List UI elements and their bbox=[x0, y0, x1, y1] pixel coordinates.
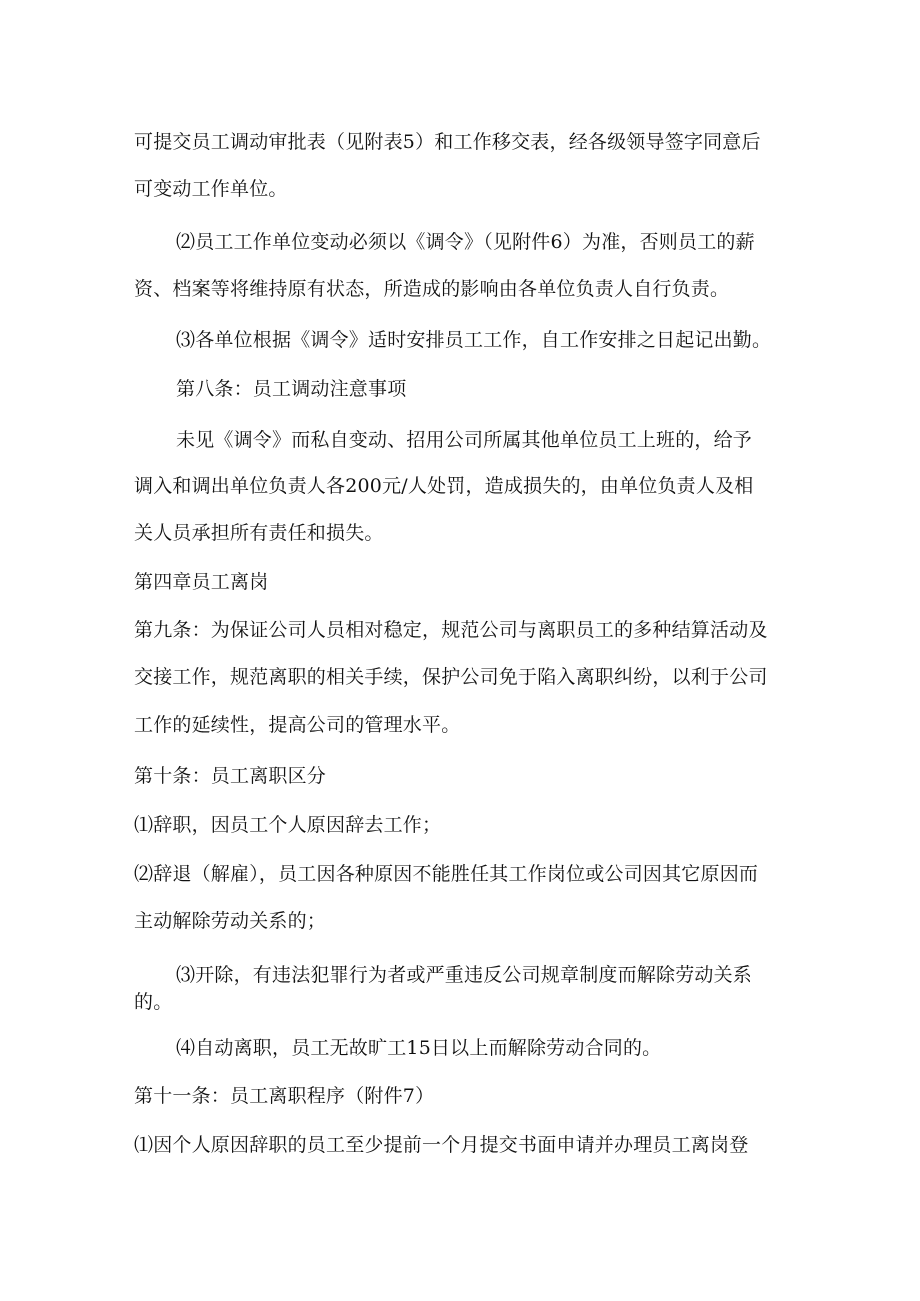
text-line: 可变动工作单位。 bbox=[134, 178, 288, 200]
list-item: ⑴辞职，因员工个人原因辞去工作； bbox=[134, 814, 442, 836]
text-line: 关人员承担所有责任和损失。 bbox=[134, 522, 384, 544]
text-line: 交接工作，规范离职的相关手续，保护公司免于陷入离职纠纷，以利于公司 bbox=[134, 666, 768, 688]
list-item: ⑶开除，有违法犯罪行为者或严重违反公司规章制度而解除劳动关系 bbox=[176, 964, 753, 986]
text-line: 主动解除劳动关系的； bbox=[134, 910, 327, 932]
list-item: ⑷自动离职，员工无故旷工15日以上而解除劳动合同的。 bbox=[176, 1037, 662, 1059]
text-line: 的。 bbox=[134, 991, 173, 1013]
list-item: ⑴因个人原因辞职的员工至少提前一个月提交书面申请并办理员工离岗登 bbox=[134, 1134, 749, 1156]
article-heading: 第八条：员工调动注意事项 bbox=[176, 378, 407, 400]
text-line: 未见《调令》而私自变动、招用公司所属其他单位员工上班的，给予 bbox=[176, 429, 753, 451]
text-line: 可提交员工调动审批表（见附表5）和工作移交表，经各级领导签字同意后 bbox=[134, 131, 761, 153]
chapter-heading: 第四章员工离岗 bbox=[134, 571, 269, 593]
text-line: ⑵员工工作单位变动必须以《调令》（见附件6）为准，否则员工的薪 bbox=[176, 231, 755, 253]
text-line: 调入和调出单位负责人各200元/人处罚，造成损失的，由单位负责人及相 bbox=[134, 475, 754, 497]
text-line: 工作的延续性，提高公司的管理水平。 bbox=[134, 714, 461, 736]
list-item: ⑵辞退（解雇），员工因各种原因不能胜任其工作岗位或公司因其它原因而 bbox=[134, 863, 759, 885]
text-line: 第九条：为保证公司人员相对稳定，规范公司与离职员工的多种结算活动及 bbox=[134, 619, 768, 641]
text-line: 资、档案等将维持原有状态，所造成的影响由各单位负责人自行负责。 bbox=[134, 278, 730, 300]
article-heading: 第十条：员工离职区分 bbox=[134, 765, 327, 787]
text-line: ⑶各单位根据《调令》适时安排员工工作，自工作安排之日起记出勤。 bbox=[176, 329, 772, 351]
article-heading: 第十一条：员工离职程序（附件7） bbox=[134, 1085, 435, 1107]
